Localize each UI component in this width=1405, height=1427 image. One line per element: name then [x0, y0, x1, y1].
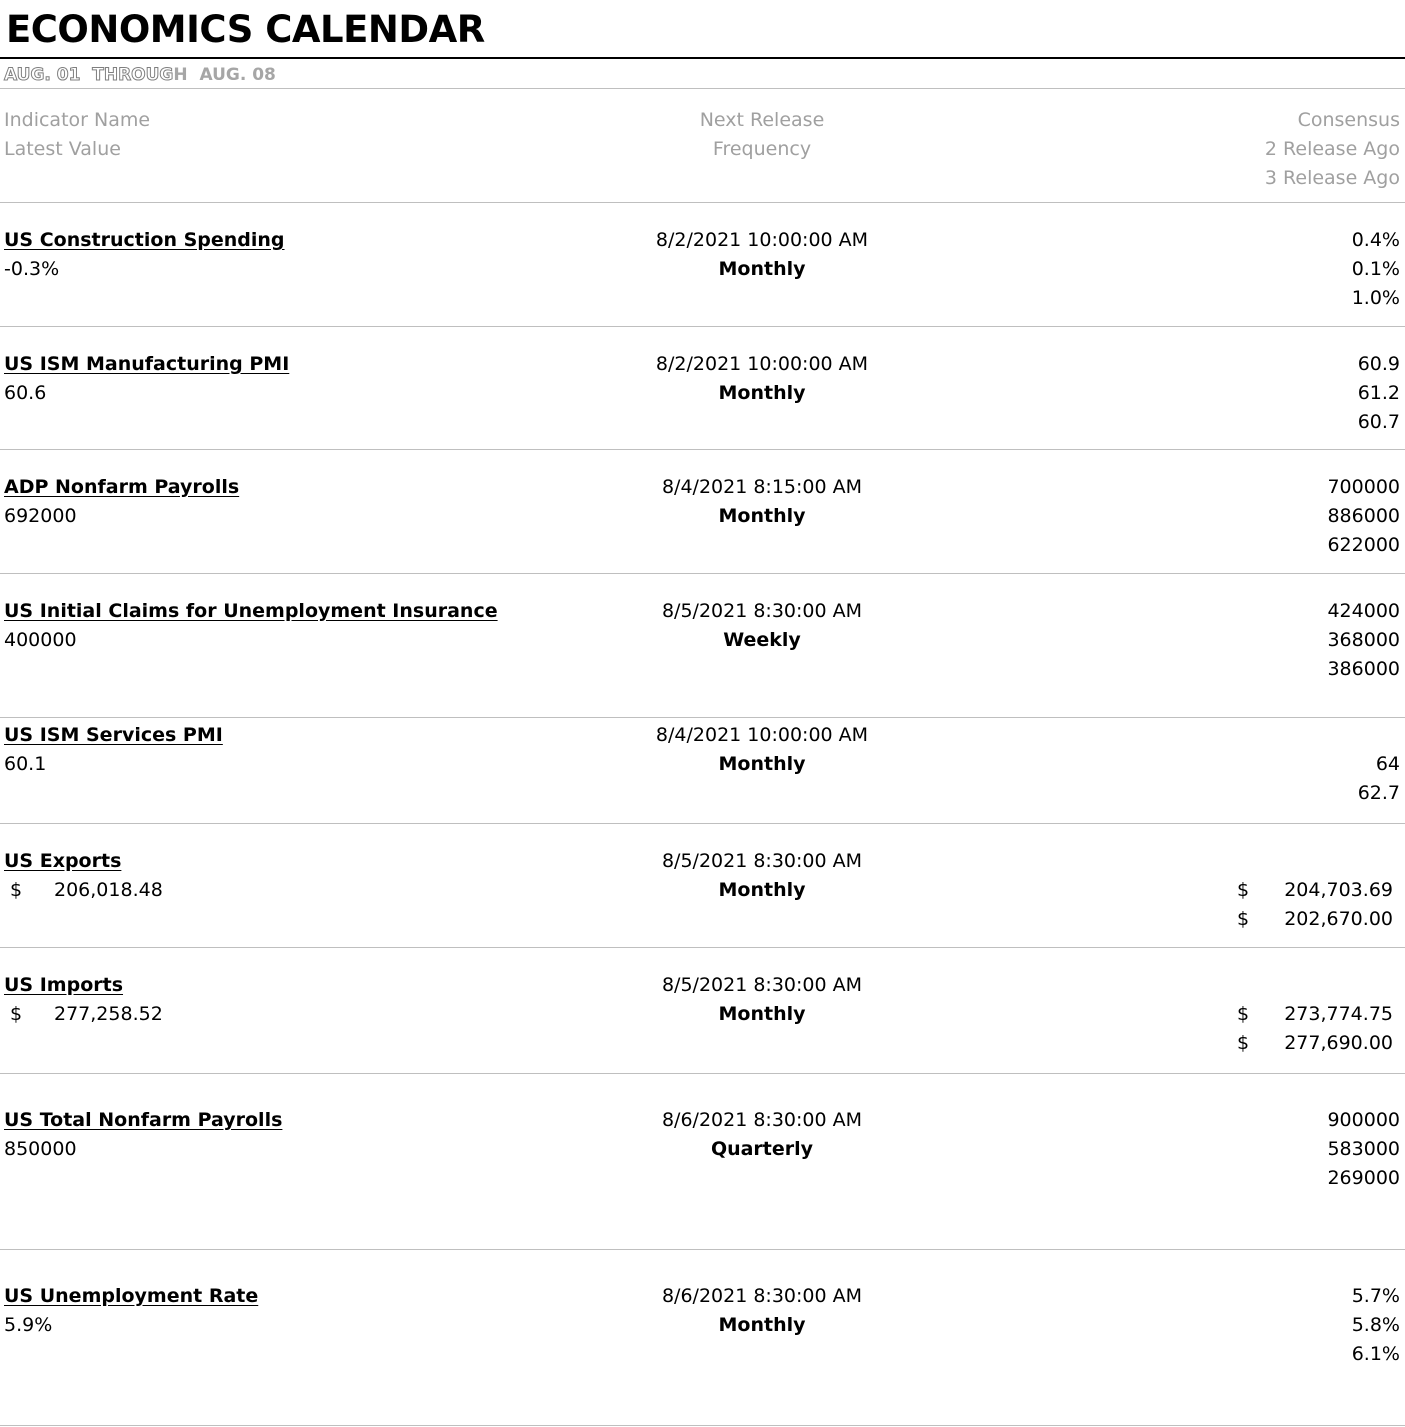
indicator-link[interactable]: US Initial Claims for Unemployment Insurance — [4, 600, 498, 622]
two-release-ago-currency: $ — [1237, 1003, 1250, 1025]
two-release-ago-value: 886000 — [1327, 505, 1400, 527]
latest-value-currency: $ — [10, 1003, 23, 1025]
latest-value: 850000 — [4, 1138, 77, 1160]
two-release-ago-value: 368000 — [1327, 629, 1400, 651]
consensus-value: 5.7% — [1351, 1285, 1400, 1307]
two-release-ago-value: 61.2 — [1357, 382, 1400, 404]
row-divider — [0, 449, 1405, 450]
row-divider — [0, 1073, 1405, 1074]
indicator-link[interactable]: US ISM Services PMI — [4, 724, 223, 746]
page-title: ECONOMICS CALENDAR — [6, 8, 485, 51]
next-release: 8/2/2021 10:00:00 AM — [655, 353, 869, 375]
latest-value: -0.3% — [4, 258, 60, 280]
three-release-ago-value: 386000 — [1327, 658, 1400, 680]
latest-value: 206,018.48 — [54, 879, 163, 901]
consensus-value: 424000 — [1327, 600, 1400, 622]
latest-value: 5.9% — [4, 1314, 53, 1336]
frequency: Monthly — [718, 1003, 806, 1025]
next-release: 8/4/2021 8:15:00 AM — [661, 476, 863, 498]
header-divider-bottom — [0, 202, 1405, 203]
date-range — [4, 63, 276, 87]
two-release-ago-currency: $ — [1237, 879, 1250, 901]
three-release-ago-value: 202,670.00 — [1284, 908, 1393, 930]
three-release-ago-value: 277,690.00 — [1284, 1032, 1393, 1054]
latest-value: 60.1 — [4, 753, 47, 775]
next-release: 8/5/2021 8:30:00 AM — [661, 974, 863, 996]
latest-value: 692000 — [4, 505, 77, 527]
header-next-release: Next Release — [699, 109, 825, 131]
indicator-link[interactable]: US Unemployment Rate — [4, 1285, 259, 1307]
frequency: Quarterly — [710, 1138, 814, 1160]
header-three-release-ago: 3 Release Ago — [1264, 167, 1400, 189]
latest-value: 400000 — [4, 629, 77, 651]
next-release: 8/4/2021 10:00:00 AM — [655, 724, 869, 746]
header-consensus: Consensus — [1297, 109, 1400, 131]
row-divider — [0, 947, 1405, 948]
three-release-ago-currency: $ — [1237, 908, 1250, 930]
frequency: Weekly — [723, 629, 801, 651]
indicator-link[interactable]: US ISM Manufacturing PMI — [4, 353, 290, 375]
two-release-ago-value: 5.8% — [1351, 1314, 1400, 1336]
header-two-release-ago: 2 Release Ago — [1264, 138, 1400, 160]
title-divider — [0, 57, 1405, 59]
row-divider — [0, 823, 1405, 824]
frequency: Monthly — [718, 879, 806, 901]
next-release: 8/2/2021 10:00:00 AM — [655, 229, 869, 251]
two-release-ago-value: 64 — [1375, 753, 1400, 775]
row-divider — [0, 326, 1405, 327]
indicator-link[interactable]: US Exports — [4, 850, 122, 872]
frequency: Monthly — [718, 258, 806, 280]
indicator-link[interactable]: US Construction Spending — [4, 229, 285, 251]
three-release-ago-value: 622000 — [1327, 534, 1400, 556]
frequency: Monthly — [718, 753, 806, 775]
date-range-end: H AUG. 08 — [173, 65, 276, 85]
three-release-ago-currency: $ — [1237, 1032, 1250, 1054]
consensus-value: 0.4% — [1351, 229, 1400, 251]
latest-value-currency: $ — [10, 879, 23, 901]
indicator-link[interactable]: US Total Nonfarm Payrolls — [4, 1109, 283, 1131]
date-range-start: AUG. 01 THROUG — [4, 65, 174, 85]
header-frequency: Frequency — [712, 138, 812, 160]
latest-value: 277,258.52 — [54, 1003, 163, 1025]
frequency: Monthly — [718, 382, 806, 404]
row-divider — [0, 573, 1405, 574]
row-divider — [0, 1425, 1405, 1426]
two-release-ago-value: 583000 — [1327, 1138, 1400, 1160]
three-release-ago-value: 62.7 — [1357, 782, 1400, 804]
next-release: 8/6/2021 8:30:00 AM — [661, 1109, 863, 1131]
three-release-ago-value: 60.7 — [1357, 411, 1400, 433]
consensus-value: 900000 — [1327, 1109, 1400, 1131]
next-release: 8/5/2021 8:30:00 AM — [661, 600, 863, 622]
header-latest-value: Latest Value — [4, 138, 121, 160]
consensus-value: 60.9 — [1357, 353, 1400, 375]
indicator-link[interactable]: ADP Nonfarm Payrolls — [4, 476, 240, 498]
next-release: 8/6/2021 8:30:00 AM — [661, 1285, 863, 1307]
consensus-value: 700000 — [1327, 476, 1400, 498]
header-divider-top — [0, 88, 1405, 89]
header-indicator-name: Indicator Name — [4, 109, 151, 131]
three-release-ago-value: 269000 — [1327, 1167, 1400, 1189]
three-release-ago-value: 6.1% — [1351, 1343, 1400, 1365]
next-release: 8/5/2021 8:30:00 AM — [661, 850, 863, 872]
row-divider — [0, 717, 1405, 718]
frequency: Monthly — [718, 505, 806, 527]
two-release-ago-value: 0.1% — [1351, 258, 1400, 280]
two-release-ago-value: 273,774.75 — [1284, 1003, 1393, 1025]
indicator-link[interactable]: US Imports — [4, 974, 124, 996]
frequency: Monthly — [718, 1314, 806, 1336]
row-divider — [0, 1249, 1405, 1250]
latest-value: 60.6 — [4, 382, 47, 404]
two-release-ago-value: 204,703.69 — [1284, 879, 1393, 901]
three-release-ago-value: 1.0% — [1351, 287, 1400, 309]
